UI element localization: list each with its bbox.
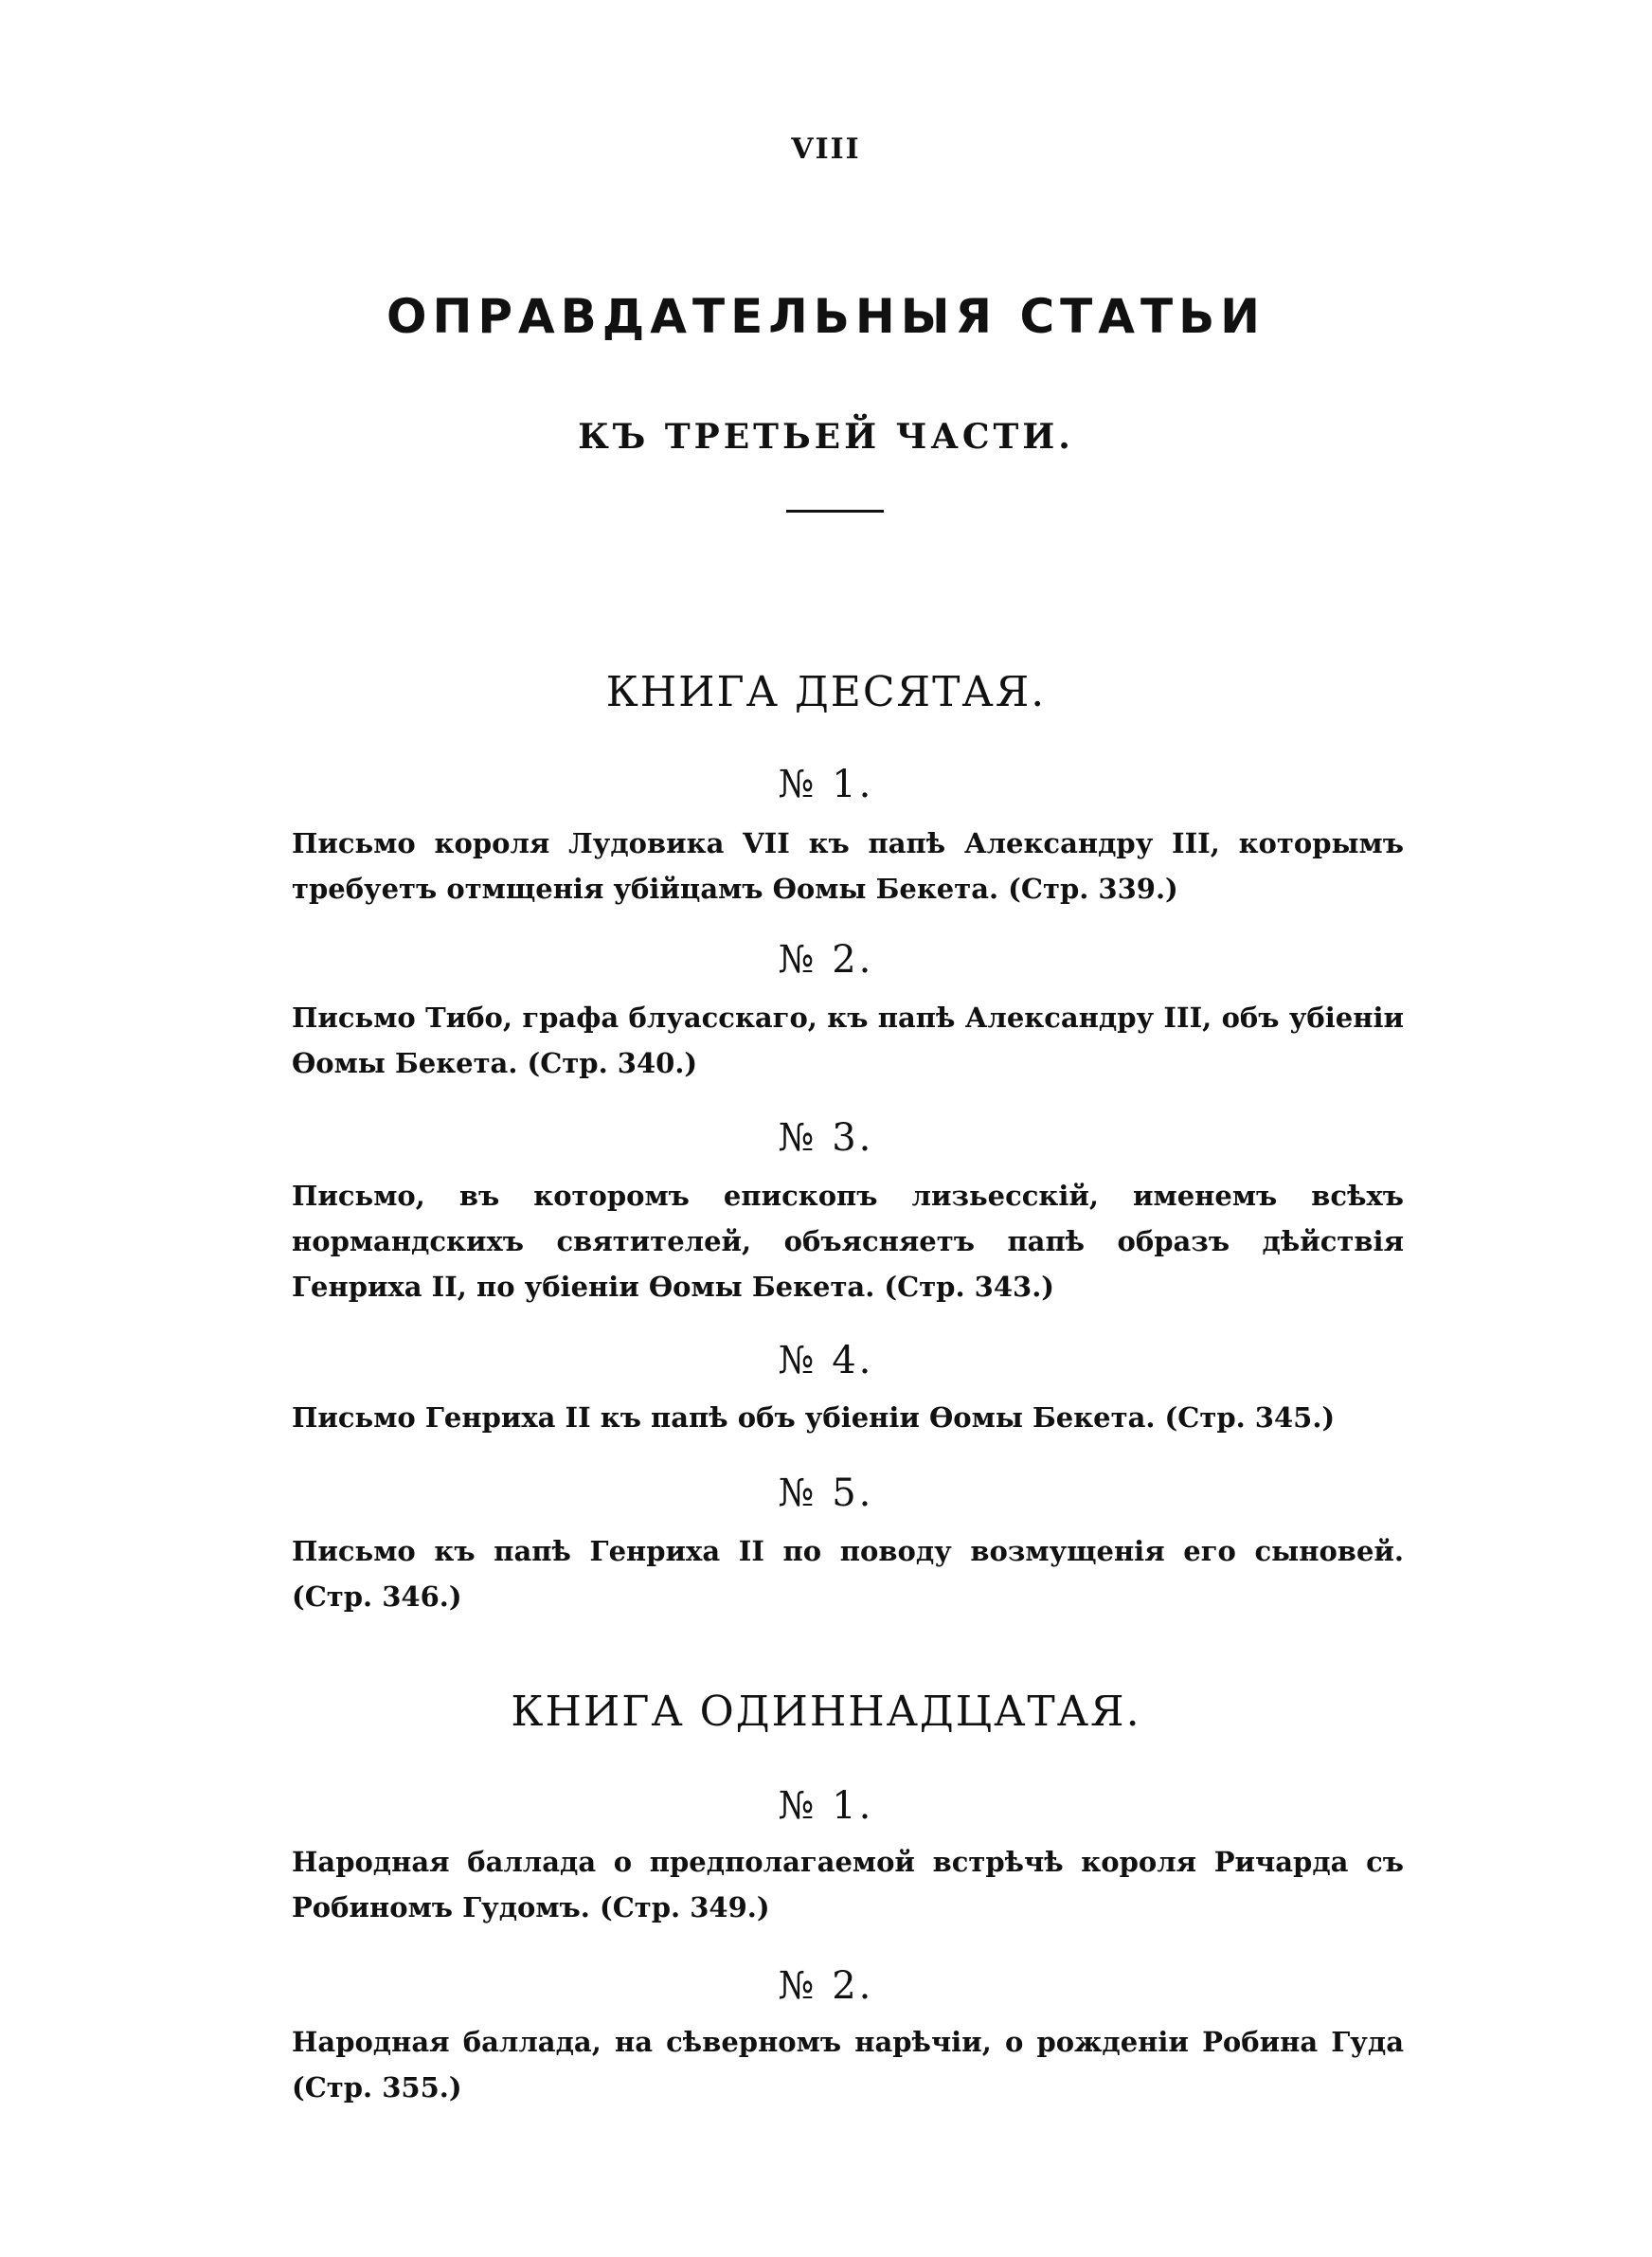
item-text: Письмо короля Лудовика VII къ папѣ Александру III, которымъ требуетъ отмщенія убійцамъ Ѳомы Бекета. (Стр. 339.) <box>292 827 1404 905</box>
item-number: № 2. <box>778 1964 874 2008</box>
item-number: № 2. <box>778 938 874 982</box>
item-text: Народная баллада, на сѣверномъ нарѣчіи, о рожденіи Робина Гуда (Стр. 355.) <box>292 2026 1404 2104</box>
item-text: Письмо Генриха II къ папѣ объ убіеніи Ѳомы Бекета. (Стр. 345.) <box>292 1401 1336 1434</box>
item-text: Письмо къ папѣ Генриха II по поводу возмущенія его сыновей. (Стр. 346.) <box>292 1535 1404 1613</box>
item-number: № 1. <box>778 1784 874 1828</box>
item-number: № 5. <box>778 1472 874 1515</box>
book-heading-eleventh: КНИГА ОДИННАДЦАТАЯ. <box>511 1688 1141 1736</box>
item-number: № 3. <box>778 1116 874 1160</box>
page-subtitle: КЪ ТРЕТЬЕЙ ЧАСТИ. <box>578 417 1074 457</box>
item-text: Письмо Тибо, графа блуасскаго, къ папѣ Александру III, объ убіеніи Ѳомы Бекета. (Стр. 340.) <box>292 1002 1404 1079</box>
title-divider <box>786 510 884 513</box>
book-heading-tenth: КНИГА ДЕСЯТАЯ. <box>605 668 1047 716</box>
item-number: № 1. <box>778 763 874 806</box>
item-number: № 4. <box>778 1339 874 1382</box>
page-title: ОПРАВДАТЕЛЬНЫЯ СТАТЬИ <box>386 289 1266 344</box>
item-text: Письмо, въ которомъ епископъ лизьесскій, именемъ всѣхъ нормандскихъ святителей, объясняетъ папѣ образъ дѣйствія Генриха II, по убіеніи Ѳомы Бекета. (Стр. 343.) <box>292 1180 1404 1303</box>
item-text: Народная баллада о предполагаемой встрѣчѣ короля Ричарда съ Робиномъ Гудомъ. (Стр. 349.) <box>292 1846 1404 1923</box>
page-number: VIII <box>791 133 861 166</box>
